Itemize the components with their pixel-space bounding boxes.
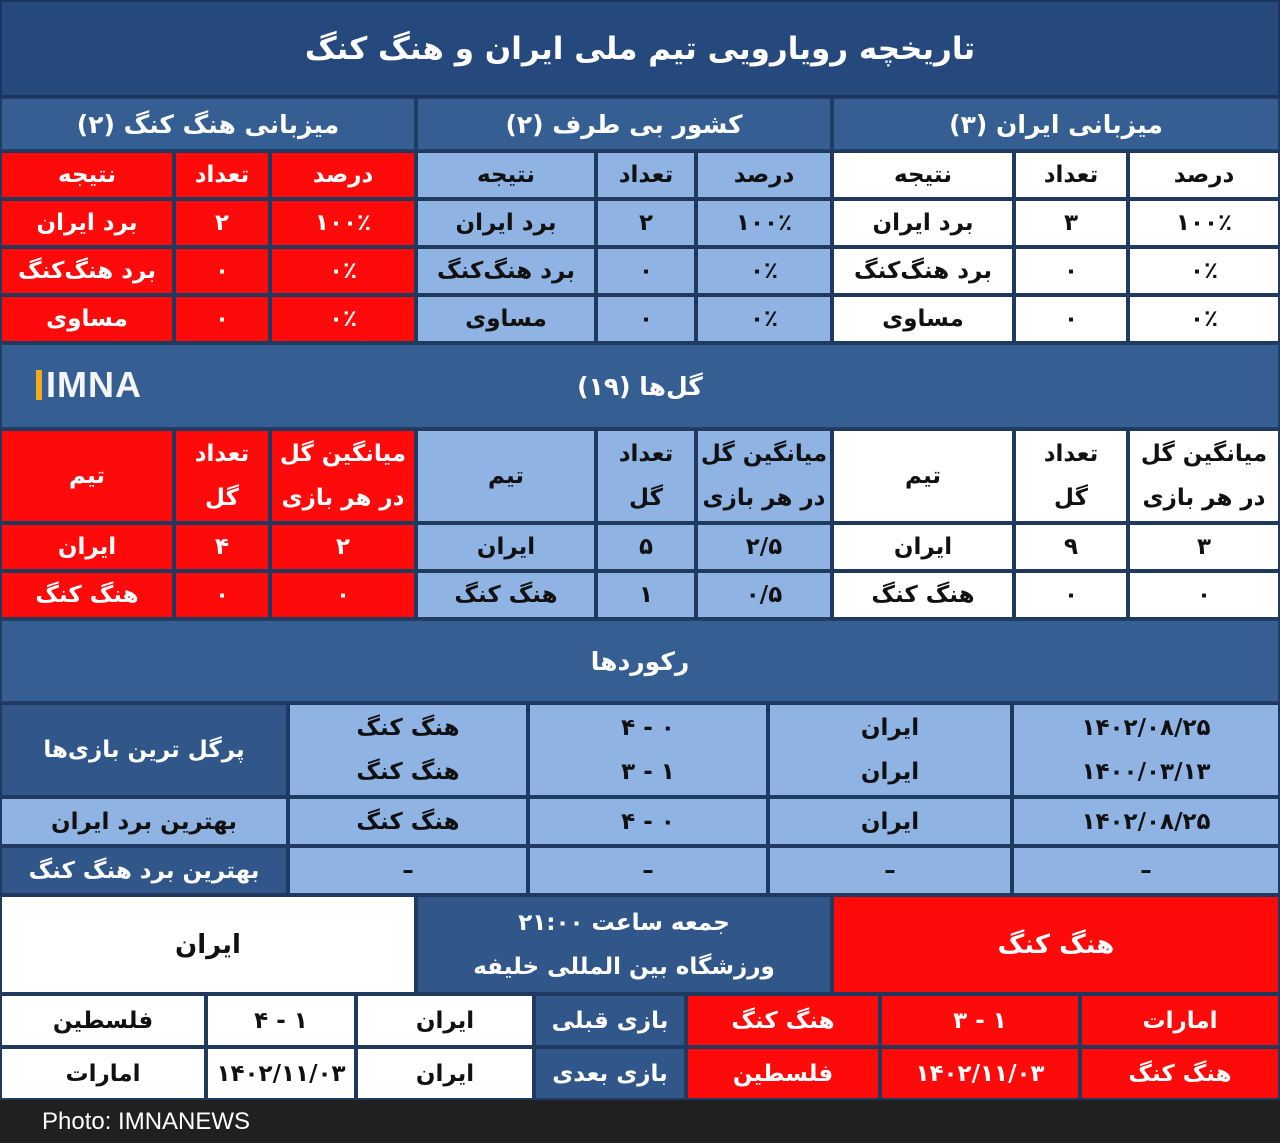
record-label-best-hk: بهترین برد هنگ کنگ xyxy=(0,846,288,895)
hk-next-team: فلسطین xyxy=(686,1047,880,1100)
cell-percent: ۱۰۰٪ xyxy=(696,199,832,247)
hk-next-opponent: هنگ کنگ xyxy=(1080,1047,1280,1100)
record-label-most-goals: پرگل ترین بازی‌ها xyxy=(0,703,288,797)
record-scores: ۴ - ۰ ۳ - ۱ xyxy=(528,703,768,797)
header-percent: درصد xyxy=(1128,151,1280,199)
cell-goal-count: ۱ xyxy=(596,571,696,619)
record-dates: ۱۴۰۲/۰۸/۲۵ ۱۴۰۰/۰۳/۱۳ xyxy=(1012,703,1280,797)
goals-title: گل‌ها (۱۹) xyxy=(0,343,1280,429)
cell-goal-count: ۵ xyxy=(596,523,696,571)
header-avg-goals: میانگین گل در هر بازی xyxy=(696,429,832,523)
hk-prev-opponent: امارات xyxy=(1080,994,1280,1047)
cell-result: مساوی xyxy=(832,295,1014,343)
cell-goal-count: ۴ xyxy=(174,523,270,571)
cell-percent: ۰٪ xyxy=(696,295,832,343)
header-result: نتیجه xyxy=(832,151,1014,199)
cell-percent: ۱۰۰٪ xyxy=(270,199,416,247)
header-goal-count: تعداد گل xyxy=(1014,429,1128,523)
header-count: تعداد xyxy=(596,151,696,199)
match-time: جمعه ساعت ۲۱:۰۰ xyxy=(518,909,730,936)
group-title-iran: میزبانی ایران (۳) xyxy=(832,97,1280,151)
cell-result: برد ایران xyxy=(0,199,174,247)
cell-count: ۳ xyxy=(1014,199,1128,247)
cell-count: ۰ xyxy=(596,247,696,295)
cell-percent: ۰٪ xyxy=(270,295,416,343)
photo-credit: Photo: IMNANEWS xyxy=(0,1100,1280,1143)
header-avg-goals: میانگین گل در هر بازی xyxy=(1128,429,1280,523)
record-team-b: هنگ کنگ xyxy=(288,797,528,846)
cell-count: ۰ xyxy=(174,295,270,343)
header-avg-goals: میانگین گل در هر بازی xyxy=(270,429,416,523)
cell-count: ۰ xyxy=(1014,247,1128,295)
cell-result: مساوی xyxy=(0,295,174,343)
cell-avg-goals: ۰ xyxy=(270,571,416,619)
cell-team: هنگ کنگ xyxy=(416,571,596,619)
logo-accent-bar xyxy=(36,370,42,400)
cell-percent: ۰٪ xyxy=(1128,295,1280,343)
record-team-a: ایران ایران xyxy=(768,703,1012,797)
cell-goal-count: ۰ xyxy=(174,571,270,619)
cell-result: برد ایران xyxy=(416,199,596,247)
cell-result: مساوی xyxy=(416,295,596,343)
cell-count: ۲ xyxy=(174,199,270,247)
record-team-a: ایران xyxy=(768,797,1012,846)
header-percent: درصد xyxy=(270,151,416,199)
cell-team: هنگ کنگ xyxy=(832,571,1014,619)
cell-percent: ۰٪ xyxy=(696,247,832,295)
cell-count: ۰ xyxy=(596,295,696,343)
cell-avg-goals: ۰ xyxy=(1128,571,1280,619)
record-score: – xyxy=(528,846,768,895)
header-count: تعداد xyxy=(1014,151,1128,199)
cell-percent: ۰٪ xyxy=(1128,247,1280,295)
next-game-label: بازی بعدی xyxy=(534,1047,686,1100)
header-team: تیم xyxy=(416,429,596,523)
cell-team: ایران xyxy=(416,523,596,571)
cell-goal-count: ۰ xyxy=(1014,571,1128,619)
header-goal-count: تعداد گل xyxy=(174,429,270,523)
iran-prev-opponent: فلسطین xyxy=(0,994,206,1047)
record-team-b: – xyxy=(288,846,528,895)
match-away-team: ایران xyxy=(0,895,416,994)
cell-team: ایران xyxy=(832,523,1014,571)
hk-prev-score: ۳ - ۱ xyxy=(880,994,1080,1047)
cell-count: ۰ xyxy=(174,247,270,295)
match-venue: ورزشگاه بین المللی خلیفه xyxy=(473,953,775,980)
cell-avg-goals: ۳ xyxy=(1128,523,1280,571)
cell-avg-goals: ۲ xyxy=(270,523,416,571)
cell-team: هنگ کنگ xyxy=(0,571,174,619)
cell-avg-goals: ۲/۵ xyxy=(696,523,832,571)
match-info xyxy=(416,895,832,994)
record-score: ۴ - ۰ xyxy=(528,797,768,846)
hk-prev-team: هنگ کنگ xyxy=(686,994,880,1047)
logo-text: IMNA xyxy=(46,364,142,405)
cell-count: ۰ xyxy=(1014,295,1128,343)
iran-next-date: ۱۴۰۲/۱۱/۰۳ xyxy=(206,1047,356,1100)
header-goal-count: تعداد گل xyxy=(596,429,696,523)
header-team: تیم xyxy=(832,429,1014,523)
header-percent: درصد xyxy=(696,151,832,199)
cell-result: برد هنگ‌کنگ xyxy=(0,247,174,295)
cell-result: برد هنگ‌کنگ xyxy=(416,247,596,295)
imna-logo xyxy=(36,360,156,410)
record-date: ۱۴۰۲/۰۸/۲۵ xyxy=(1012,797,1280,846)
cell-percent: ۱۰۰٪ xyxy=(1128,199,1280,247)
iran-next-team: ایران xyxy=(356,1047,534,1100)
cell-goal-count: ۹ xyxy=(1014,523,1128,571)
record-team-a: – xyxy=(768,846,1012,895)
page-title: تاریخچه رویارویی تیم ملی ایران و هنگ کنگ xyxy=(0,0,1280,97)
header-count: تعداد xyxy=(174,151,270,199)
prev-game-label: بازی قبلی xyxy=(534,994,686,1047)
cell-percent: ۰٪ xyxy=(270,247,416,295)
header-team: تیم xyxy=(0,429,174,523)
record-team-b: هنگ کنگ هنگ کنگ xyxy=(288,703,528,797)
iran-prev-score: ۴ - ۱ xyxy=(206,994,356,1047)
records-title: رکوردها xyxy=(0,619,1280,703)
record-date: – xyxy=(1012,846,1280,895)
header-result: نتیجه xyxy=(0,151,174,199)
cell-count: ۲ xyxy=(596,199,696,247)
group-title-neutral: کشور بی طرف (۲) xyxy=(416,97,832,151)
hk-next-date: ۱۴۰۲/۱۱/۰۳ xyxy=(880,1047,1080,1100)
group-title-hk: میزبانی هنگ کنگ (۲) xyxy=(0,97,416,151)
cell-avg-goals: ۰/۵ xyxy=(696,571,832,619)
cell-team: ایران xyxy=(0,523,174,571)
iran-prev-team: ایران xyxy=(356,994,534,1047)
record-label-best-iran: بهترین برد ایران xyxy=(0,797,288,846)
cell-result: برد ایران xyxy=(832,199,1014,247)
header-result: نتیجه xyxy=(416,151,596,199)
cell-result: برد هنگ‌کنگ xyxy=(832,247,1014,295)
match-home-team: هنگ کنگ xyxy=(832,895,1280,994)
iran-next-opponent: امارات xyxy=(0,1047,206,1100)
